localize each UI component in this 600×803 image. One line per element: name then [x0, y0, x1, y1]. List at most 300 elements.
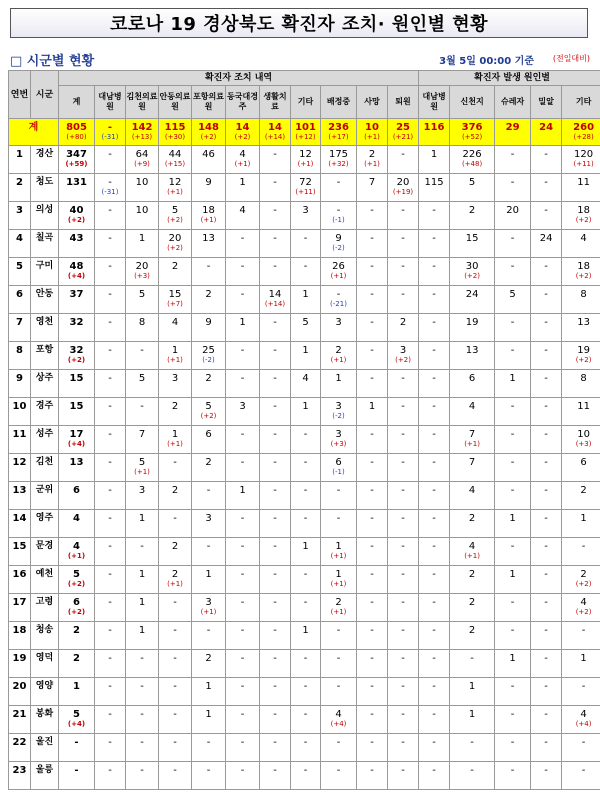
cell-value: 175	[328, 149, 349, 160]
table-cell	[321, 510, 357, 538]
table-cell	[495, 566, 531, 594]
cell-value: -	[336, 513, 341, 524]
table-cell	[419, 762, 450, 790]
cell-value: 1	[239, 317, 246, 328]
cell-change: (+12)	[295, 133, 316, 141]
table-row	[9, 454, 600, 482]
row-number-text: 19	[12, 653, 27, 664]
cell-value: 4	[239, 149, 246, 160]
cell-value: -	[240, 345, 245, 356]
table-cell	[260, 454, 291, 482]
cell-value: -	[108, 345, 112, 356]
table-cell	[59, 370, 95, 398]
cell-value: -	[401, 765, 405, 776]
cell-value: 1	[468, 681, 476, 692]
table-cell	[562, 510, 600, 538]
table-cell	[419, 454, 450, 482]
cell-value: 1	[205, 569, 212, 580]
header-group-row	[9, 71, 600, 86]
cell-value: -	[273, 653, 277, 664]
cell-value: 142	[131, 122, 153, 133]
table-cell	[357, 678, 388, 706]
cell-change: (+1)	[200, 216, 217, 224]
table-cell	[59, 342, 95, 370]
cell-change: (+2)	[464, 272, 480, 280]
header-column: 배정중	[321, 86, 357, 119]
cell-value: -	[370, 765, 374, 776]
cell-value: 1	[205, 681, 212, 692]
cell-value: -	[432, 289, 436, 300]
cell-value: -	[273, 513, 277, 524]
cell-value: -	[108, 653, 112, 664]
table-cell	[419, 342, 450, 370]
cell-value: -	[470, 737, 474, 748]
cell-value: 5	[138, 457, 146, 468]
cell-value: -	[470, 653, 474, 664]
table-cell	[562, 286, 600, 314]
cell-value: -	[240, 709, 245, 720]
table-cell	[450, 370, 495, 398]
cell-change: (+2)	[200, 133, 217, 141]
cell-value: 236	[328, 122, 349, 133]
cell-value: 3	[335, 317, 342, 328]
table-cell	[260, 146, 291, 174]
table-cell	[260, 762, 291, 790]
table-cell	[321, 538, 357, 566]
table-cell	[159, 566, 192, 594]
region-name	[31, 258, 59, 286]
table-cell	[291, 342, 321, 370]
table-row	[9, 650, 600, 678]
cell-value: -	[432, 317, 436, 328]
table-cell	[419, 146, 450, 174]
row-number	[9, 622, 31, 650]
table-cell	[95, 174, 126, 202]
cell-value: -	[240, 513, 245, 524]
table-cell	[419, 202, 450, 230]
cell-value: 7	[368, 177, 376, 188]
table-cell	[495, 650, 531, 678]
table-cell	[192, 426, 226, 454]
table-cell	[226, 538, 260, 566]
table-cell	[321, 174, 357, 202]
cell-change: (+4)	[67, 440, 86, 448]
header-column: 김천의료원	[126, 86, 159, 119]
cell-value: 2	[171, 261, 179, 272]
total-label-text: 계	[28, 122, 39, 133]
table-cell	[59, 146, 95, 174]
cell-value: 19	[465, 317, 479, 328]
table-cell	[495, 482, 531, 510]
cell-value: 9	[205, 317, 212, 328]
cell-value: 2	[73, 625, 80, 636]
table-cell	[388, 342, 419, 370]
table-cell	[159, 314, 192, 342]
row-number	[9, 398, 31, 426]
table-cell	[357, 342, 388, 370]
table-row	[9, 286, 600, 314]
table-cell	[126, 314, 159, 342]
cell-value: 8	[580, 373, 587, 384]
cell-value: 1	[239, 485, 246, 496]
cell-value: 376	[461, 122, 483, 133]
cell-value: -	[370, 261, 374, 272]
cell-value: -	[401, 289, 405, 300]
table-cell	[531, 258, 562, 286]
cell-value: 15	[465, 233, 479, 244]
cell-change: (+1)	[297, 160, 314, 168]
table-cell	[59, 622, 95, 650]
table-cell	[192, 510, 226, 538]
row-number-text: 21	[12, 709, 27, 720]
table-cell	[95, 314, 126, 342]
region-name	[31, 370, 59, 398]
cell-value: 3	[138, 485, 146, 496]
table-cell	[59, 538, 95, 566]
cell-change: (+1)	[330, 272, 347, 280]
cell-value: -	[544, 345, 548, 356]
cell-change: (+2)	[167, 244, 183, 252]
header-region: 시군	[31, 71, 59, 119]
table-cell	[321, 454, 357, 482]
table-cell	[562, 426, 600, 454]
table-cell	[59, 482, 95, 510]
table-row	[9, 146, 600, 174]
cell-value: 101	[295, 122, 316, 133]
table-cell	[495, 174, 531, 202]
table-cell	[419, 230, 450, 258]
cell-value: -	[432, 681, 436, 692]
cell-value: -	[273, 625, 277, 636]
cell-change: (+59)	[65, 160, 88, 168]
cell-value: 1	[335, 541, 342, 552]
region-name-text: 성주	[35, 429, 54, 439]
cell-value: -	[206, 485, 211, 496]
cell-value: 2	[468, 625, 476, 636]
cell-value: -	[544, 541, 548, 552]
region-name	[31, 566, 59, 594]
cell-value: -	[303, 765, 308, 776]
cell-value: 1	[302, 289, 309, 300]
header-column: 대남병원	[419, 86, 450, 119]
cell-value: -	[108, 569, 112, 580]
cell-value: -	[108, 149, 112, 160]
cell-value: -	[336, 653, 341, 664]
row-number	[9, 566, 31, 594]
cell-change: (+1)	[330, 608, 347, 616]
table-cell	[95, 650, 126, 678]
table-cell	[562, 566, 600, 594]
cell-value: -	[140, 681, 144, 692]
table-cell	[260, 314, 291, 342]
table-cell	[291, 370, 321, 398]
cell-value: -	[273, 233, 277, 244]
table-body	[9, 119, 600, 790]
row-number-text: 11	[12, 429, 27, 440]
table-cell	[321, 482, 357, 510]
table-cell	[260, 286, 291, 314]
table-cell	[226, 202, 260, 230]
cell-value: -	[510, 317, 515, 328]
cell-value: -	[240, 737, 245, 748]
region-name	[31, 538, 59, 566]
table-cell	[159, 454, 192, 482]
cell-value: 43	[69, 233, 84, 244]
region-name-text: 상주	[35, 373, 54, 383]
table-cell	[495, 258, 531, 286]
cell-value: 1	[138, 569, 146, 580]
cell-value: -	[303, 485, 308, 496]
cell-change: (+19)	[392, 188, 414, 196]
row-number-text: 13	[12, 485, 27, 496]
table-cell	[419, 119, 450, 146]
row-number-text: 22	[12, 737, 27, 748]
page-title: 코로나 19 경상북도 확진자 조치· 원인별 현황	[10, 8, 588, 38]
table-cell	[450, 678, 495, 706]
table-cell	[95, 398, 126, 426]
cell-value: -	[544, 317, 548, 328]
cell-value: -	[581, 625, 586, 636]
table-cell	[226, 566, 260, 594]
table-cell	[260, 398, 291, 426]
cell-value: -	[370, 233, 374, 244]
region-name-text: 영주	[35, 513, 54, 523]
cell-change: (-31)	[101, 188, 119, 196]
cell-value: 1	[335, 569, 342, 580]
table-cell	[126, 174, 159, 202]
table-cell	[450, 706, 495, 734]
cell-value: -	[544, 569, 548, 580]
cell-value: 10	[135, 177, 149, 188]
cell-value: -	[240, 541, 245, 552]
cell-value: -	[107, 122, 113, 133]
cell-value: -	[510, 597, 515, 608]
cell-value: -	[401, 149, 405, 160]
table-cell	[531, 146, 562, 174]
table-cell	[388, 454, 419, 482]
cell-value: -	[401, 205, 405, 216]
cell-value: -	[370, 681, 374, 692]
row-number-text: 16	[12, 569, 27, 580]
cell-value: 3	[302, 205, 309, 216]
region-name	[31, 426, 59, 454]
table-cell	[321, 314, 357, 342]
table-cell	[321, 622, 357, 650]
cell-value: 1	[509, 373, 516, 384]
table-cell	[226, 426, 260, 454]
cell-change: (+1)	[330, 580, 347, 588]
cell-value: -	[336, 765, 341, 776]
cell-change: (+15)	[164, 160, 186, 168]
table-cell	[291, 538, 321, 566]
cell-value: 2	[468, 597, 476, 608]
table-cell	[192, 566, 226, 594]
table-row	[9, 370, 600, 398]
table-cell	[260, 734, 291, 762]
region-name-text: 봉화	[35, 709, 54, 719]
cell-value: -	[173, 681, 177, 692]
cell-value: 115	[164, 122, 186, 133]
cell-value: -	[510, 429, 515, 440]
header-column: 기타	[562, 86, 600, 119]
table-cell	[226, 258, 260, 286]
cell-change: (+4)	[67, 272, 86, 280]
cell-value: 1	[239, 177, 246, 188]
table-cell	[192, 706, 226, 734]
table-cell	[531, 454, 562, 482]
cell-change: (+1)	[134, 468, 150, 476]
cell-value: 2	[205, 373, 212, 384]
table-cell	[321, 706, 357, 734]
table-cell	[159, 146, 192, 174]
cell-value: 25	[202, 345, 215, 356]
cell-change: (+3)	[575, 440, 592, 448]
table-cell	[321, 258, 357, 286]
cell-value: -	[432, 653, 436, 664]
table-cell	[226, 510, 260, 538]
table-cell	[126, 762, 159, 790]
table-cell	[192, 622, 226, 650]
table-cell	[260, 119, 291, 146]
cell-change: (+80)	[66, 133, 87, 141]
cell-change: (+2)	[167, 216, 183, 224]
table-cell	[495, 286, 531, 314]
table-cell	[450, 314, 495, 342]
table-cell	[321, 202, 357, 230]
cell-value: -	[108, 401, 112, 412]
table-cell	[495, 370, 531, 398]
cell-value: -	[140, 765, 144, 776]
cell-value: 2	[335, 345, 342, 356]
cell-change: (+1)	[464, 552, 480, 560]
cell-change: (-2)	[332, 244, 345, 252]
cell-value: 64	[135, 149, 149, 160]
cell-change: (+14)	[264, 300, 286, 308]
cell-value: -	[273, 149, 277, 160]
cell-value: 3	[335, 401, 342, 412]
region-name-text: 영양	[35, 681, 54, 691]
cell-value: -	[303, 233, 308, 244]
table-row	[9, 314, 600, 342]
table-cell	[59, 594, 95, 622]
region-name-text: 김천	[35, 457, 54, 467]
table-cell	[159, 762, 192, 790]
cell-value: 1	[73, 681, 80, 692]
cell-value: 1	[430, 149, 438, 160]
region-name-text: 울진	[35, 737, 54, 747]
cell-change: (+1)	[167, 440, 183, 448]
cell-value: -	[140, 541, 144, 552]
cell-value: -	[401, 653, 405, 664]
table-cell	[495, 398, 531, 426]
cell-change: (+4)	[67, 720, 86, 728]
table-cell	[159, 482, 192, 510]
table-cell	[388, 370, 419, 398]
cell-value: -	[510, 149, 515, 160]
table-cell	[388, 538, 419, 566]
table-cell	[450, 454, 495, 482]
cell-value: -	[240, 681, 245, 692]
table-cell	[226, 398, 260, 426]
cell-value: -	[544, 261, 548, 272]
table-cell	[126, 594, 159, 622]
cell-value: -	[173, 513, 177, 524]
table-cell	[357, 426, 388, 454]
cell-change: (+11)	[573, 160, 594, 168]
table-cell	[321, 119, 357, 146]
row-number-text: 6	[16, 289, 23, 300]
cell-value: 5	[138, 373, 146, 384]
row-number	[9, 678, 31, 706]
status-table	[8, 70, 600, 790]
table-cell	[419, 370, 450, 398]
table-cell	[95, 146, 126, 174]
cell-value: -	[303, 457, 308, 468]
table-cell	[59, 510, 95, 538]
cell-value: -	[370, 513, 374, 524]
table-cell	[291, 146, 321, 174]
region-name	[31, 678, 59, 706]
table-cell	[562, 258, 600, 286]
cell-value: -	[108, 709, 112, 720]
table-cell	[192, 482, 226, 510]
table-cell	[95, 538, 126, 566]
table-cell	[226, 594, 260, 622]
cell-change: (+1)	[330, 356, 347, 364]
region-name	[31, 510, 59, 538]
cell-value: 1	[335, 373, 342, 384]
cell-value: -	[401, 457, 405, 468]
table-cell	[126, 678, 159, 706]
table-cell	[59, 119, 95, 146]
table-cell	[388, 482, 419, 510]
cell-value: 6	[468, 373, 476, 384]
cell-value: -	[432, 429, 436, 440]
table-cell	[562, 230, 600, 258]
table-cell	[388, 286, 419, 314]
cell-value: -	[173, 625, 177, 636]
cell-value: -	[273, 737, 277, 748]
cell-value: 19	[577, 345, 590, 356]
table-cell	[562, 342, 600, 370]
table-cell	[126, 426, 159, 454]
row-number	[9, 342, 31, 370]
cell-change: (+28)	[573, 133, 594, 141]
table-cell	[159, 398, 192, 426]
cell-value: 18	[202, 205, 215, 216]
cell-value: 25	[396, 122, 410, 133]
region-name-text: 고령	[35, 597, 54, 607]
table-cell	[291, 706, 321, 734]
table-cell	[450, 230, 495, 258]
table-cell	[531, 538, 562, 566]
cell-value: -	[510, 541, 515, 552]
region-name-text: 영덕	[35, 653, 54, 663]
table-cell	[450, 762, 495, 790]
table-cell	[159, 342, 192, 370]
table-cell	[226, 650, 260, 678]
cell-value: 3	[171, 373, 179, 384]
region-name	[31, 146, 59, 174]
cell-value: -	[108, 485, 112, 496]
table-cell	[159, 706, 192, 734]
table-cell	[260, 370, 291, 398]
cell-value: 6	[73, 485, 80, 496]
cell-value: 1	[580, 653, 587, 664]
cell-value: -	[108, 429, 112, 440]
cell-value: 2	[171, 569, 179, 580]
cell-value: -	[510, 681, 515, 692]
